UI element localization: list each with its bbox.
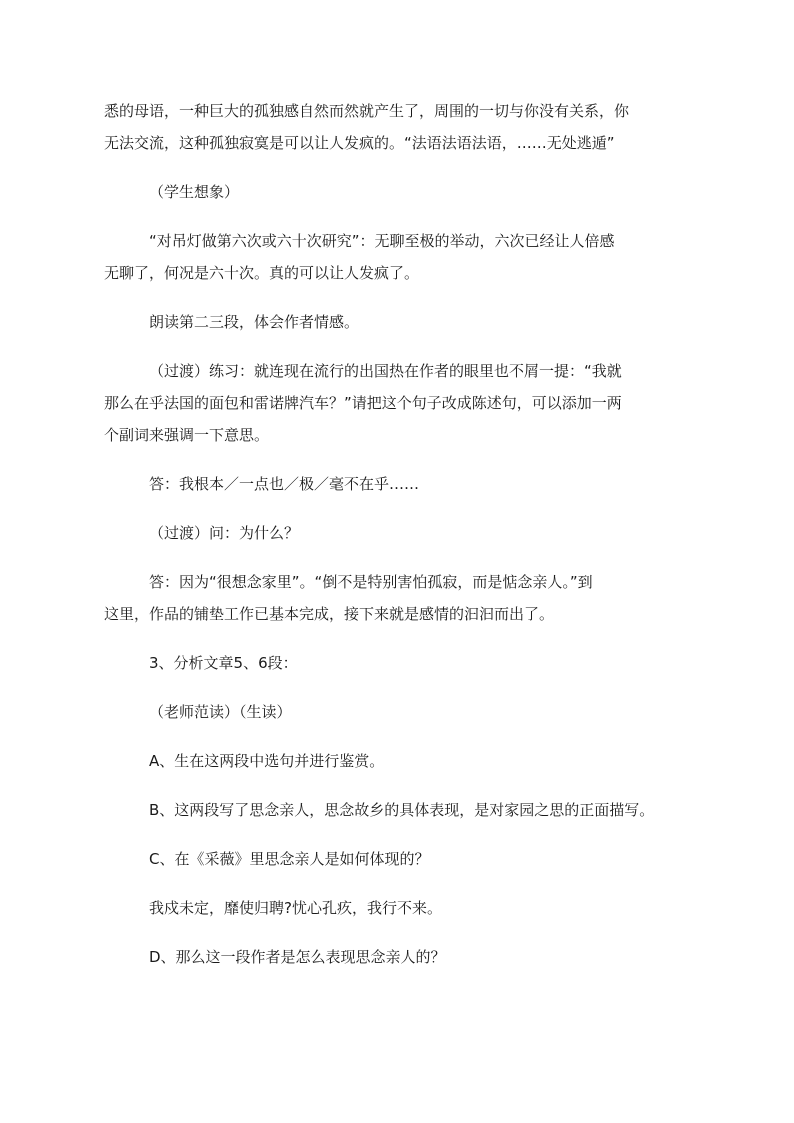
paragraph-line: A、生在这两段中选句并进行鉴赏。: [149, 752, 385, 770]
paragraph-line: 个副词来强调一下意思。: [104, 426, 270, 444]
paragraph-line: C、在《采薇》里思念亲人是如何体现的？: [149, 850, 430, 868]
paragraph-line: 答：因为“很想念家里”。“倒不是特别害怕孤寂，而是惦念亲人。”到: [149, 573, 593, 591]
paragraph-line: （过渡）练习：就连现在流行的出国热在作者的眼里也不屑一提：“我就: [149, 362, 622, 380]
paragraph-line: 朗读第二三段，体会作者情感。: [149, 313, 360, 331]
paragraph-line: （老师范读）（生读）: [149, 703, 292, 721]
paragraph-line: 无聊了，何况是六十次。真的可以让人发疯了。: [104, 264, 420, 282]
paragraph-line: 这里，作品的铺垫工作已基本完成，接下来就是感情的汩汩而出了。: [104, 605, 555, 623]
paragraph-line: 3、分析文章5、6段：: [149, 654, 298, 672]
paragraph-line: 我戍未定，靡使归聘?忧心孔疚，我行不来。: [149, 899, 442, 917]
paragraph-line: （学生想象）: [149, 183, 240, 201]
paragraph-line: D、那么这一段作者是怎么表现思念亲人的？: [149, 948, 446, 966]
paragraph-line: “对吊灯做第六次或六十次研究”：无聊至极的举动，六次已经让人倍感: [149, 232, 615, 250]
paragraph-line: （过渡）问：为什么？: [149, 524, 300, 542]
paragraph-line: 答：我根本／一点也／极／毫不在乎……: [149, 475, 420, 493]
paragraph-line: 悉的母语，一种巨大的孤独感自然而然就产生了，周围的一切与你没有关系，你: [104, 102, 630, 120]
paragraph-line: B、这两段写了思念亲人，思念故乡的具体表现，是对家园之思的正面描写。: [149, 801, 655, 819]
paragraph-line: 无法交流，这种孤独寂寞是可以让人发疯的。“法语法语法语，……无处逃遁”: [104, 134, 615, 152]
paragraph-line: 那么在乎法国的面包和雷诺牌汽车？”请把这个句子改成陈述句，可以添加一两: [104, 394, 622, 412]
